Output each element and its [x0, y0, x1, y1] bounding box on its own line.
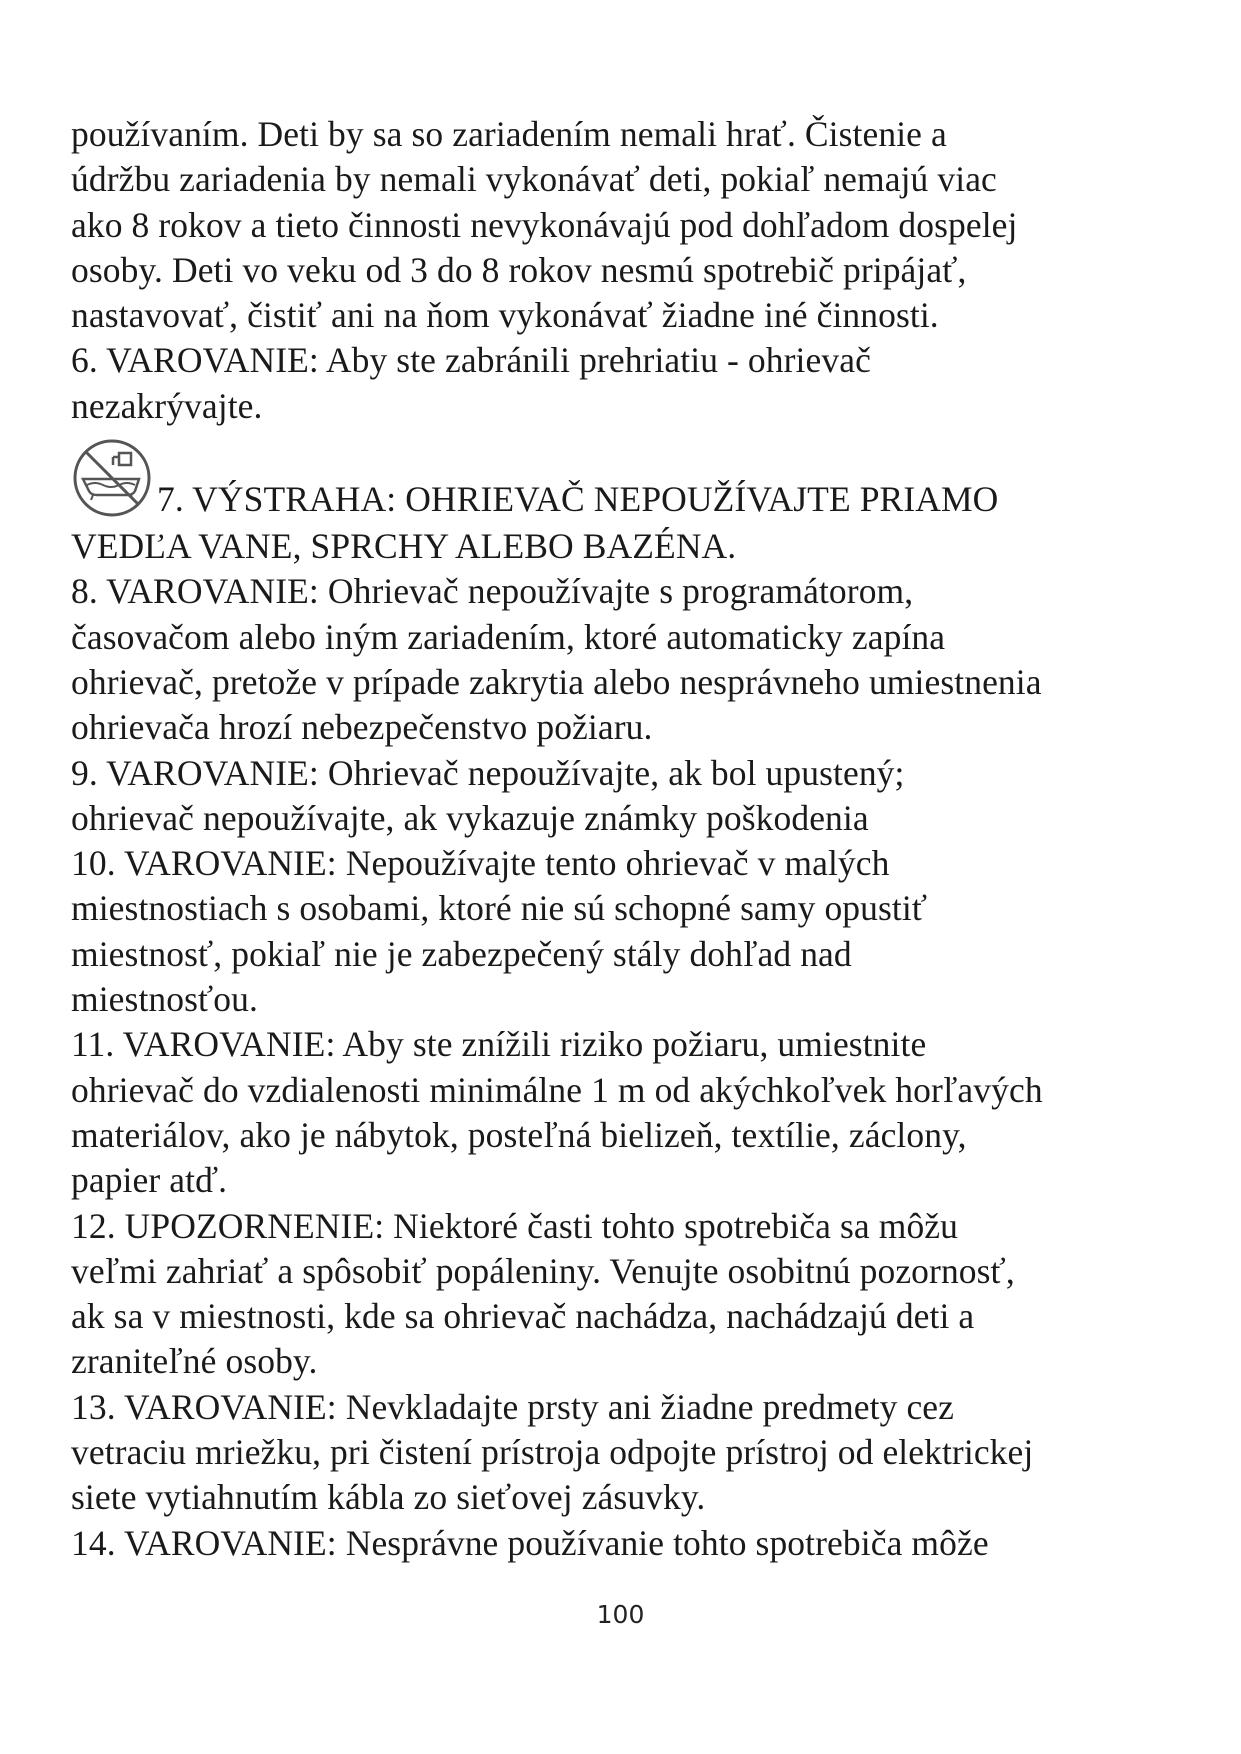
text-line: vetraciu mriežku, pri čistení prístroja odpojte prístroj od elektrickej: [71, 1432, 1034, 1473]
text-line: VEDĽA VANE, SPRCHY ALEBO BAZÉNA.: [71, 526, 737, 567]
text-line: časovačom alebo iným zariadením, ktoré automaticky zapína: [71, 616, 946, 657]
warning-item-7: [71, 429, 1191, 524]
text-line: ohrievač do vzdialenosti minimálne 1 m od akýchkoľvek horľavých: [71, 1069, 1043, 1110]
text-line: materiálov, ako je nábytok, posteľná bielizeň, textílie, záclony,: [71, 1114, 967, 1155]
text-line: miestnosťou.: [71, 979, 258, 1020]
text-line: osoby. Deti vo veku od 3 do 8 rokov nesmú spotrebič pripájať,: [71, 249, 967, 290]
text-line: 10. VAROVANIE: Nepoužívajte tento ohrievač v malých: [71, 843, 890, 884]
text-line: údržbu zariadenia by nemali vykonávať deti, pokiaľ nemajú viac: [71, 159, 997, 200]
text-line: ohrievač nepoužívajte, ak vykazuje známky poškodenia: [71, 797, 869, 838]
warning-heading-7: 7. VÝSTRAHA: OHRIEVAČ NEPOUŽÍVAJTE PRIAMO: [157, 479, 999, 520]
text-line: miestnostiach s osobami, ktoré nie sú schopné samy opustiť: [71, 888, 928, 929]
text-line: 6. VAROVANIE: Aby ste zabránili prehriatiu - ohrievač: [71, 340, 871, 381]
text-line: nezakrývajte.: [71, 385, 263, 426]
text-line: ako 8 rokov a tieto činnosti nevykonávajú pod dohľadom dospelej: [71, 204, 1018, 245]
text-line: miestnosť, pokiaľ nie je zabezpečený stály dohľad nad: [71, 933, 852, 974]
text-line: 13. VAROVANIE: Nevkladajte prsty ani žiadne predmety cez: [71, 1386, 955, 1427]
text-line: 12. UPOZORNENIE: Niektoré časti tohto spotrebiča sa môžu: [71, 1205, 958, 1246]
body-text: [71, 112, 1191, 1566]
text-line: 8. VAROVANIE: Ohrievač nepoužívajte s programátorom,: [71, 571, 914, 612]
text-line: 9. VAROVANIE: Ohrievač nepoužívajte, ak bol upustený;: [71, 752, 905, 793]
no-water-bath-icon: [69, 435, 155, 521]
text-line: používaním. Deti by sa so zariadením nemali hrať. Čistenie a: [71, 114, 947, 154]
text-line: ohrievača hrozí nebezpečenstvo požiaru.: [71, 707, 653, 748]
text-line: papier atď.: [71, 1160, 228, 1201]
text-line: 11. VAROVANIE: Aby ste znížili riziko požiaru, umiestnite: [71, 1024, 927, 1065]
page-number: 100: [596, 1600, 645, 1629]
text-line: zraniteľné osoby.: [71, 1341, 318, 1382]
text-line: 14. VAROVANIE: Nesprávne používanie tohto spotrebiča môže: [71, 1522, 989, 1563]
text-line: nastavovať, čistiť ani na ňom vykonávať žiadne iné činnosti.: [71, 295, 939, 336]
text-line: ak sa v miestnosti, kde sa ohrievač nachádza, nachádzajú deti a: [71, 1296, 975, 1337]
text-line: siete vytiahnutím kábla zo sieťovej zásuvky.: [71, 1477, 706, 1518]
text-line: ohrievač, pretože v prípade zakrytia alebo nesprávneho umiestnenia: [71, 661, 1042, 702]
text-line: veľmi zahriať a spôsobiť popáleniny. Venujte osobitnú pozornosť,: [71, 1250, 1015, 1291]
